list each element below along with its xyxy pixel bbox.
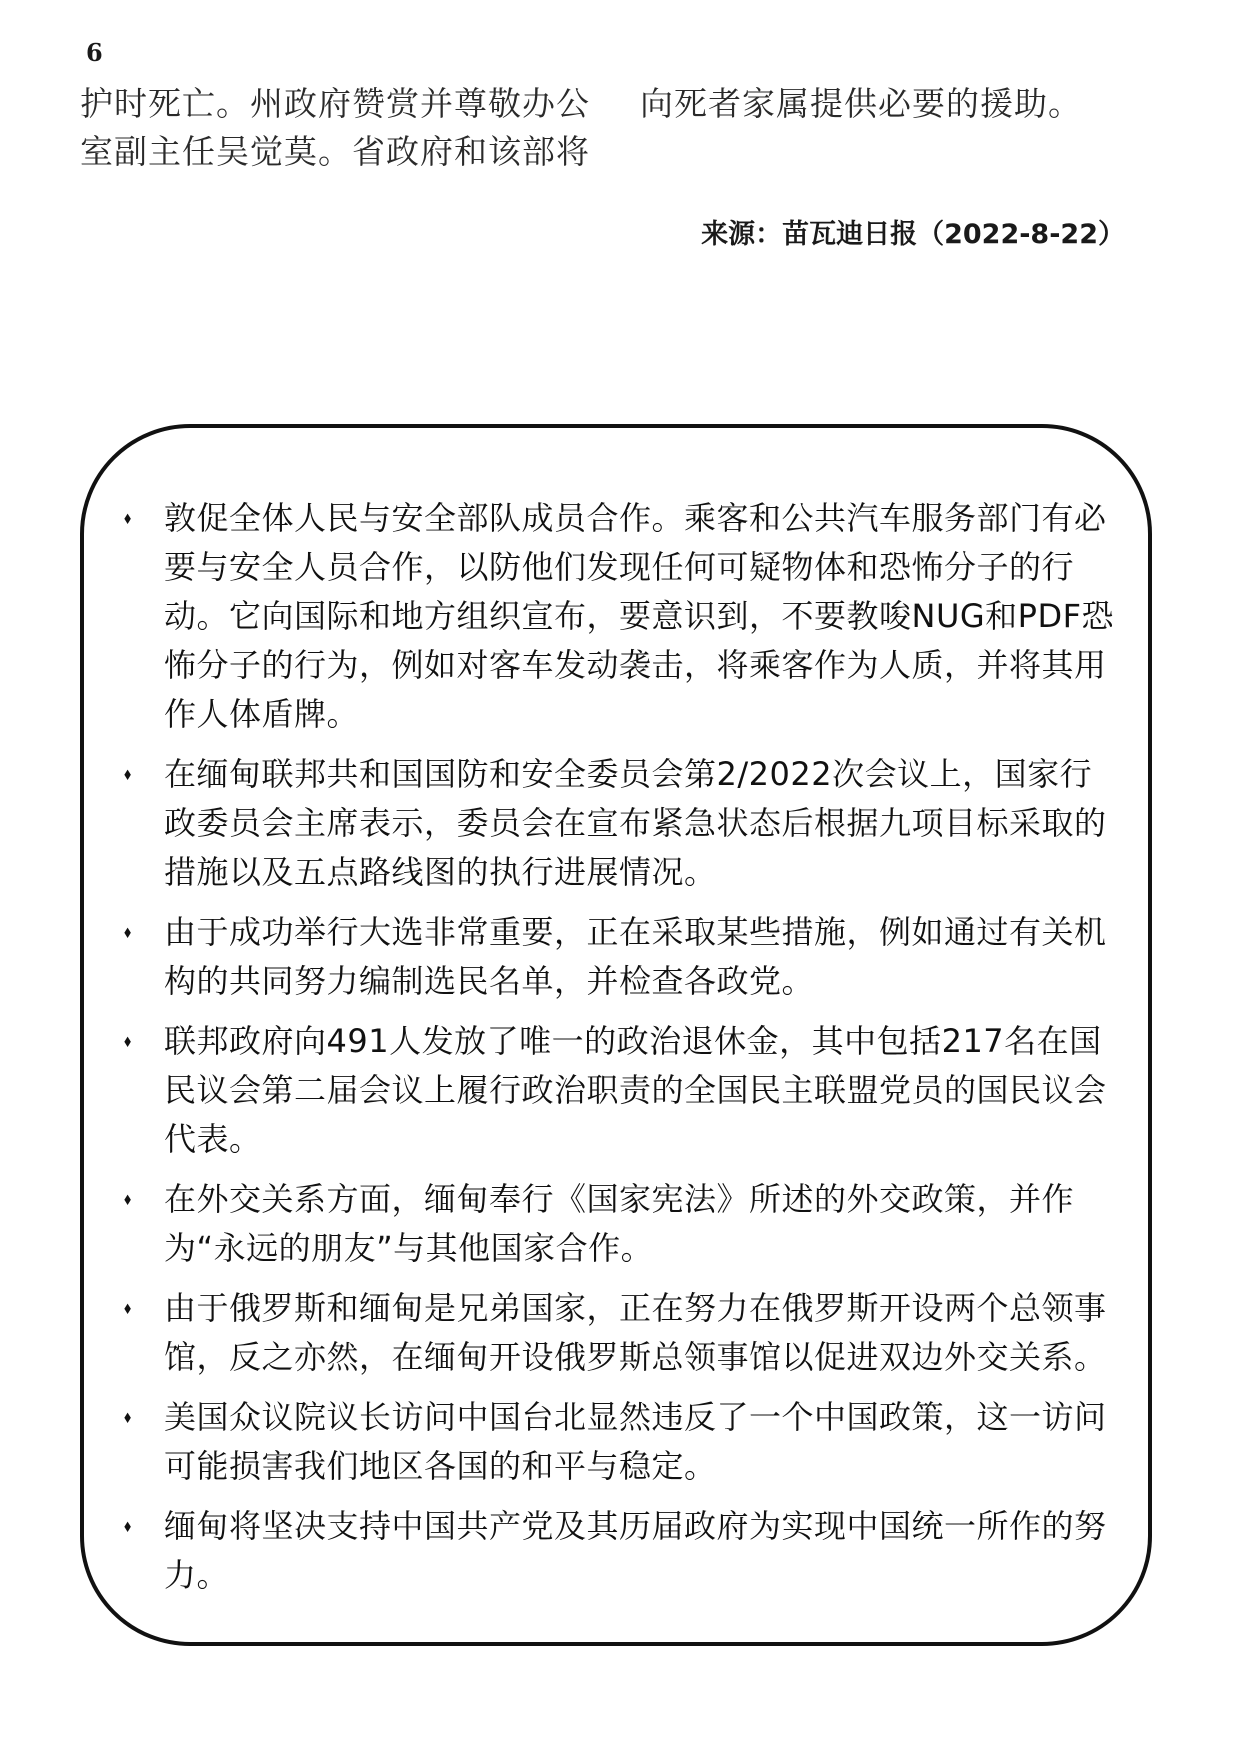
bullet-item [124, 1284, 1124, 1382]
bullet-list [124, 494, 1124, 1611]
diamond-bullet-icon: ⬧ [124, 1189, 132, 1208]
bullet-text: 在缅甸联邦共和国国防和安全委员会第2/2022次会议上，国家行政委员会主席表示，委员会在宣布紧急状态后根据九项目标采取的措施以及五点路线图的执行进展情况。 [164, 755, 1107, 891]
bullet-item [124, 1175, 1124, 1273]
article-column-left [80, 80, 610, 176]
bullet-item [124, 908, 1124, 1006]
bullet-text: 缅甸将坚决支持中国共产党及其历届政府为实现中国统一所作的努力。 [164, 1507, 1107, 1594]
bullet-text: 美国众议院议长访问中国台北显然违反了一个中国政策，这一访问可能损害我们地区各国的和平与稳定。 [164, 1398, 1107, 1485]
diamond-bullet-icon: ⬧ [124, 1407, 132, 1426]
bullet-text: 敦促全体人民与安全部队成员合作。乘客和公共汽车服务部门有必要与安全人员合作，以防他们发现任何可疑物体和恐怖分子的行动。它向国际和地方组织宣布，要意识到，不要教唆NUG和PDF恐怖分子的行为，例如对客车发动袭击，将乘客作为人质，并将其用作人体盾牌。 [164, 499, 1115, 733]
article-line: 室副主任吴觉莫。省政府和该部将 [80, 132, 590, 171]
bullet-text: 联邦政府向491人发放了唯一的政治退休金，其中包括217名在国民议会第二届会议上履行政治职责的全国民主联盟党员的国民议会代表。 [164, 1022, 1107, 1158]
bullet-item [124, 494, 1124, 739]
bullet-item [124, 1393, 1124, 1491]
page-number: 6 [86, 38, 103, 67]
bullet-item [124, 1502, 1124, 1600]
bullet-text: 由于俄罗斯和缅甸是兄弟国家，正在努力在俄罗斯开设两个总领事馆，反之亦然，在缅甸开设俄罗斯总领事馆以促进双边外交关系。 [164, 1289, 1107, 1376]
article-line: 护时死亡。州政府赞赏并尊敬办公 [80, 84, 590, 123]
source-citation: 来源：苗瓦迪日报（2022-8-22） [701, 219, 1125, 250]
diamond-bullet-icon: ⬧ [124, 508, 132, 527]
diamond-bullet-icon: ⬧ [124, 764, 132, 783]
diamond-bullet-icon: ⬧ [124, 922, 132, 941]
bullet-item [124, 750, 1124, 897]
diamond-bullet-icon: ⬧ [124, 1031, 132, 1050]
diamond-bullet-icon: ⬧ [124, 1298, 132, 1317]
bullet-text: 在外交关系方面，缅甸奉行《国家宪法》所述的外交政策，并作为“永远的朋友”与其他国家合作。 [164, 1180, 1075, 1267]
article-line: 向死者家属提供必要的援助。 [640, 84, 1082, 123]
bullet-text: 由于成功举行大选非常重要，正在采取某些措施，例如通过有关机构的共同努力编制选民名单，并检查各政党。 [164, 913, 1107, 1000]
bullet-item [124, 1017, 1124, 1164]
diamond-bullet-icon: ⬧ [124, 1516, 132, 1535]
article-column-right [640, 80, 1120, 128]
